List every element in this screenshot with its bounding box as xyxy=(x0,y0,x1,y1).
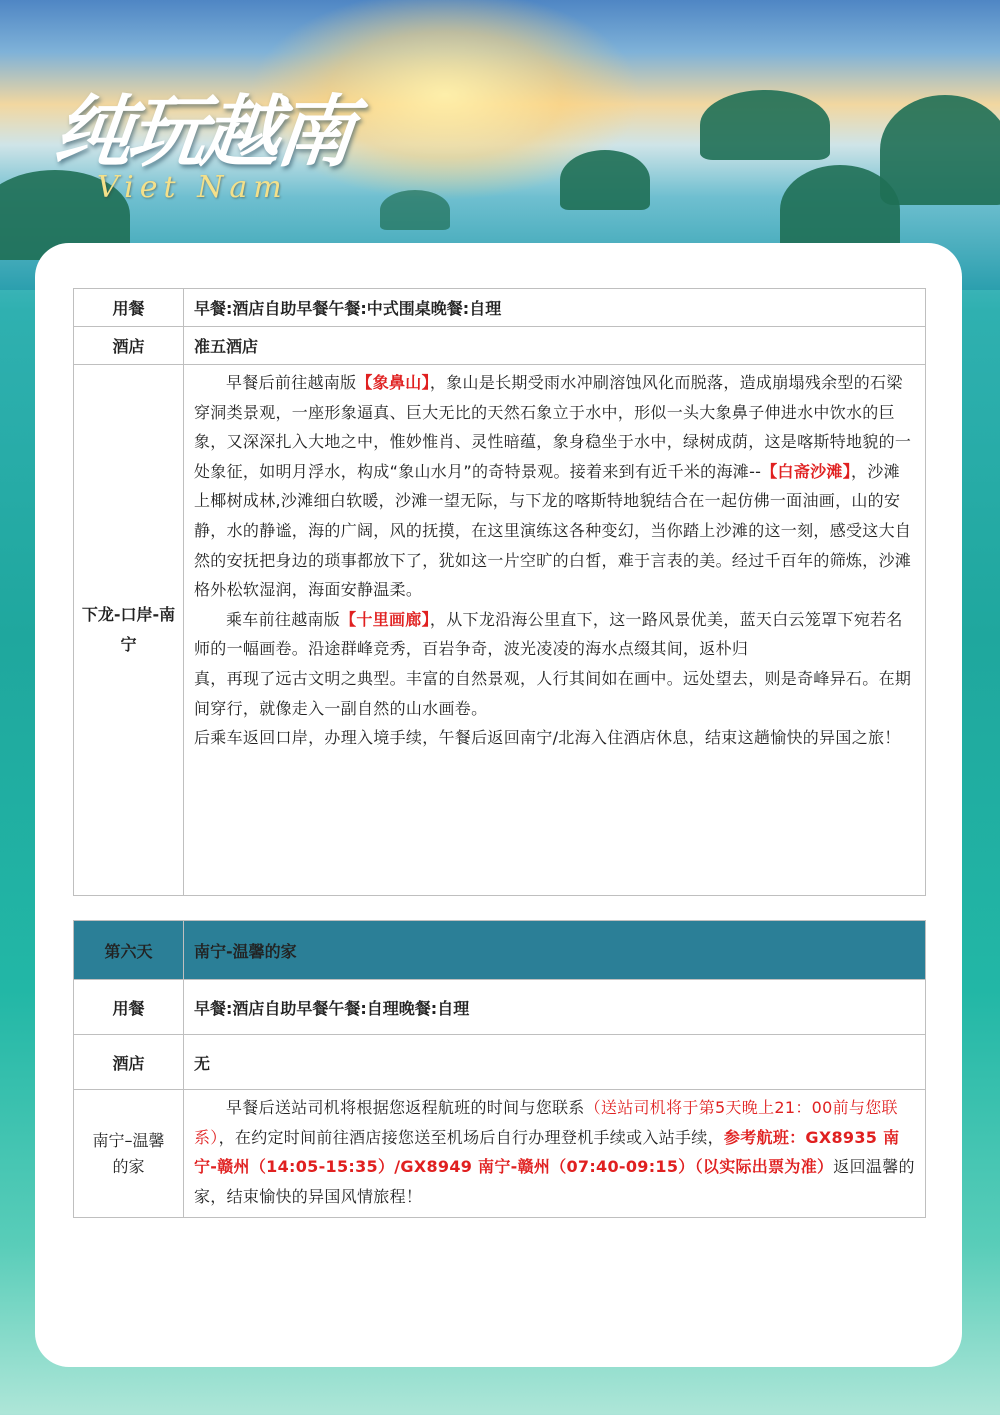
meals-row xyxy=(74,289,926,327)
description-row xyxy=(74,1090,926,1218)
text: 乘车前往越南版 xyxy=(226,609,341,629)
meals-value: 早餐:酒店自助早餐午餐:自理晚餐:自理 xyxy=(184,980,926,1035)
day-description xyxy=(184,1090,926,1218)
hotel-row xyxy=(74,327,926,365)
highlight-attraction: 【白斋沙滩】 xyxy=(761,461,852,481)
paragraph xyxy=(194,605,915,664)
highlight-attraction: 【象鼻山】 xyxy=(356,373,430,392)
paragraph xyxy=(194,1093,915,1211)
route-label xyxy=(74,365,184,896)
hotel-label: 酒店 xyxy=(74,327,184,365)
meals-label: 用餐 xyxy=(74,980,184,1035)
island-shape xyxy=(700,90,830,160)
day-header-row xyxy=(74,921,926,980)
hotel-value: 准五酒店 xyxy=(184,327,926,365)
brand-title: 纯玩越南 xyxy=(49,87,356,178)
text: ，在约定时间前往酒店接您送至机场后自行办理登机手续或入站手续， xyxy=(218,1127,724,1147)
text: ，从下龙沿海公里直下，这一路风景优美，蓝天白云笼罩下宛若名师的一幅画卷。沿途群峰竞秀，百岩争奇，波光凌凌的海水点缀其间，返朴归 xyxy=(194,609,903,659)
hotel-value: 无 xyxy=(184,1035,926,1090)
island-shape xyxy=(560,150,650,210)
driver-contact-note: （送站司机将于第5天晚上21：00前与您联系） xyxy=(194,1098,898,1147)
route-label-text: 下龙-口岸-南宁 xyxy=(81,605,176,654)
meals-value: 早餐:酒店自助早餐午餐:中式围桌晚餐:自理 xyxy=(184,289,926,327)
island-shape xyxy=(880,95,1000,205)
route-label xyxy=(74,1090,184,1218)
meals-label: 用餐 xyxy=(74,289,184,327)
hotel-label: 酒店 xyxy=(74,1035,184,1090)
paragraph: 后乘车返回口岸，办理入境手续，午餐后返回南宁/北海入住酒店休息，结束这趟愉快的异国之旅！ xyxy=(194,728,901,748)
route-label-text: 南宁–温馨的家 xyxy=(92,1130,165,1176)
day-label: 第六天 xyxy=(74,921,184,980)
day-title: 南宁-温馨的家 xyxy=(184,921,926,980)
text: ，象山是长期受雨水冲刷溶蚀风化而脱落，造成崩塌残余型的石梁穿洞类景观，一座形象逼真、巨大无比的天然石象立于水中，形似一头大象鼻子伸进水中饮水的巨象，又深深扎入大地之中，惟妙惟肖、灵性暗蕴，象身稳坐于水中，绿树成荫，这是喀斯特地貌的一处象征，如明月浮水，构成“象山水月”的奇特景观。接着来到有近千米的海滩-- xyxy=(194,373,912,481)
text: 返回温馨的家，结束愉快的异国风情旅程！ xyxy=(194,1157,915,1206)
paragraph xyxy=(194,368,915,605)
itinerary-table-day5 xyxy=(73,288,926,896)
text: ，沙滩上椰树成林,沙滩细白软暖，沙滩一望无际，与下龙的喀斯特地貌结合在一起仿佛一面油画，山的安静，水的静谧，海的广阔，风的抚摸，在这里演练这各种变幻，当你踏上沙滩的这一刻，感受这大自然的安抚把身边的琐事都放下了，犹如这一片空旷的白皙，难于言表的美。经过千百年的筛炼，沙滩格外松软湿润，海面安静温柔。 xyxy=(194,461,912,600)
meals-row xyxy=(74,980,926,1035)
hotel-row xyxy=(74,1035,926,1090)
itinerary-table-day6 xyxy=(73,920,926,1218)
day-description xyxy=(184,365,926,896)
reference-flights: 参考航班：GX8935 南宁-赣州（14:05-15:35）/GX8949 南宁-赣州（07:40-09:15）（以实际出票为准） xyxy=(194,1127,900,1177)
description-row xyxy=(74,365,926,896)
text: 早餐后送站司机将根据您返程航班的时间与您联系 xyxy=(226,1098,585,1117)
text: 早餐后前往越南版 xyxy=(226,373,357,392)
brand-logo xyxy=(49,70,395,220)
highlight-attraction: 【十里画廊】 xyxy=(340,609,430,629)
paragraph: 真，再现了远古文明之典型。丰富的自然景观，人行其间如在画中。远处望去，则是奇峰异石。在期间穿行，就像走入一副自然的山水画卷。 xyxy=(194,668,912,718)
brand-subtitle: Viet Nam xyxy=(97,170,288,205)
